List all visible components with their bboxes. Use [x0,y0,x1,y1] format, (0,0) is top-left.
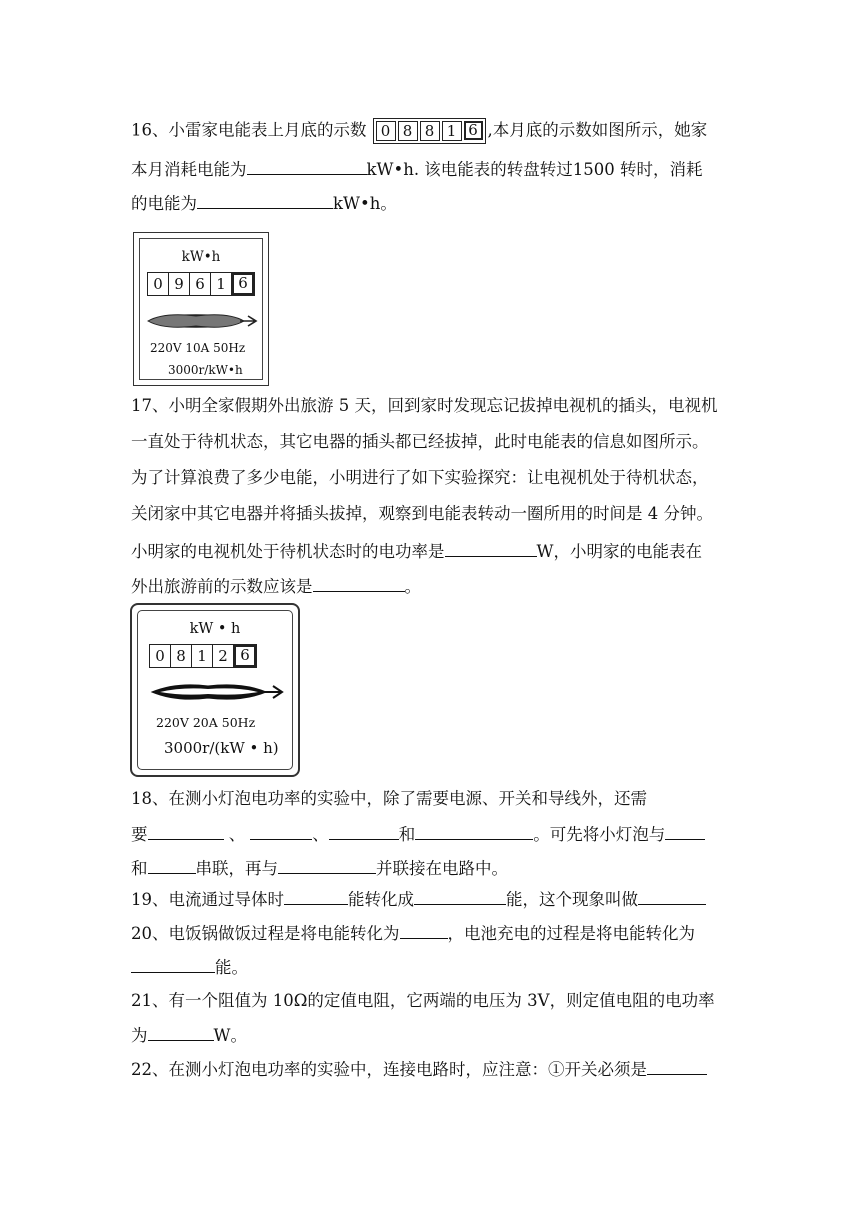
q20-line-1: 20、电饭锅做饭过程是将电能转化为 ，电池充电的过程是将电能转化为 [131,924,695,943]
q17-meter-digits: 0 8 1 2 6 [149,644,257,668]
q17-line-1: 17、小明全家假期外出旅游 5 天，回到家时发现忘记拔掉电视机的插头，电视机 [131,396,718,415]
q21-line-1: 21、有一个阻值为 10Ω的定值电阻，它两端的电压为 3V，则定值电阻的电功率 [131,991,715,1010]
q18-line-2: 要 、 、 和 。可先将小灯泡与 [131,823,705,845]
q18-line-3: 和 串联，再与 并联接在电路中。 [131,859,508,878]
q16-line-3: 的电能为 kW•h。 [131,194,397,213]
q16-line-2: 本月消耗电能为 kW•h. 该电能表的转盘转过1500 转时，消耗 [131,160,703,179]
q17-line-2: 一直处于待机状态，其它电器的插头都已经拔掉，此时电能表的信息如图所示。 [131,432,709,451]
q18-blank-1[interactable] [148,823,224,840]
q16-blank-1[interactable] [247,158,367,175]
q19-blank-2[interactable] [414,888,506,905]
q19-blank-1[interactable] [284,888,348,905]
q18-blank-6[interactable] [148,857,196,874]
q20-blank-2[interactable] [131,956,215,973]
q16-energy-meter-figure [133,232,269,386]
q16-meter-digits: 0 9 6 1 6 [147,272,255,296]
q17-line-4: 关闭家中其它电器并将插头拔掉，观察到电能表转动一圈所用的时间是 4 分钟。 [131,504,713,523]
q18-blank-4[interactable] [415,823,533,840]
q20-blank-1[interactable] [400,922,448,939]
q17-meter-rotor-disc-icon [146,681,286,703]
q18-blank-5[interactable] [665,823,705,840]
q17-blank-1[interactable] [445,540,537,557]
q18-blank-7[interactable] [278,857,376,874]
q17-meter-unit: kW • h [189,621,241,637]
q19-blank-3[interactable] [638,888,706,905]
q16-meter-constant: 3000r/kW•h [168,363,243,377]
q18-blank-3[interactable] [329,823,399,840]
q16-inline-meter-reading: 0 8 8 1 6 [373,118,486,144]
q21-blank-1[interactable] [148,1024,214,1041]
q16-line-1: 16、小雷家电能表上月底的示数 0 8 8 1 6 ,本月底的示数如图所示，她家 [131,118,707,144]
q21-line-2: 为 W。 [131,1026,247,1045]
q18-line-1: 18、在测小灯泡电功率的实验中，除了需要电源、开关和导线外，还需 [131,789,647,808]
q19-line: 19、电流通过导体时 能转化成 能，这个现象叫做 [131,888,706,910]
q20-line-2: 能。 [131,956,248,978]
q16-blank-2[interactable] [197,192,333,209]
q17-energy-meter-figure [130,603,300,777]
q17-line-3: 为了计算浪费了多少电能，小明进行了如下实验探究：让电视机处于待机状态， [131,468,709,487]
q17-line-6: 外出旅游前的示数应该是 。 [131,577,421,596]
q22-blank-1[interactable] [647,1058,707,1075]
q17-line-5: 小明家的电视机处于待机状态时的电功率是 W，小明家的电能表在 [131,542,702,561]
q17-meter-rating: 220V 20A 50Hz [156,715,256,730]
q22-line-1: 22、在测小灯泡电功率的实验中，连接电路时，应注意：①开关必须是 [131,1058,707,1080]
q16-meter-rotor-disc-icon [144,310,260,332]
q16-meter-unit: kW•h [181,249,221,265]
q18-blank-2[interactable] [250,823,312,840]
q17-blank-2[interactable] [313,575,405,592]
q16-meter-rating: 220V 10A 50Hz [150,341,246,355]
q17-meter-constant: 3000r/(kW • h) [164,739,279,757]
